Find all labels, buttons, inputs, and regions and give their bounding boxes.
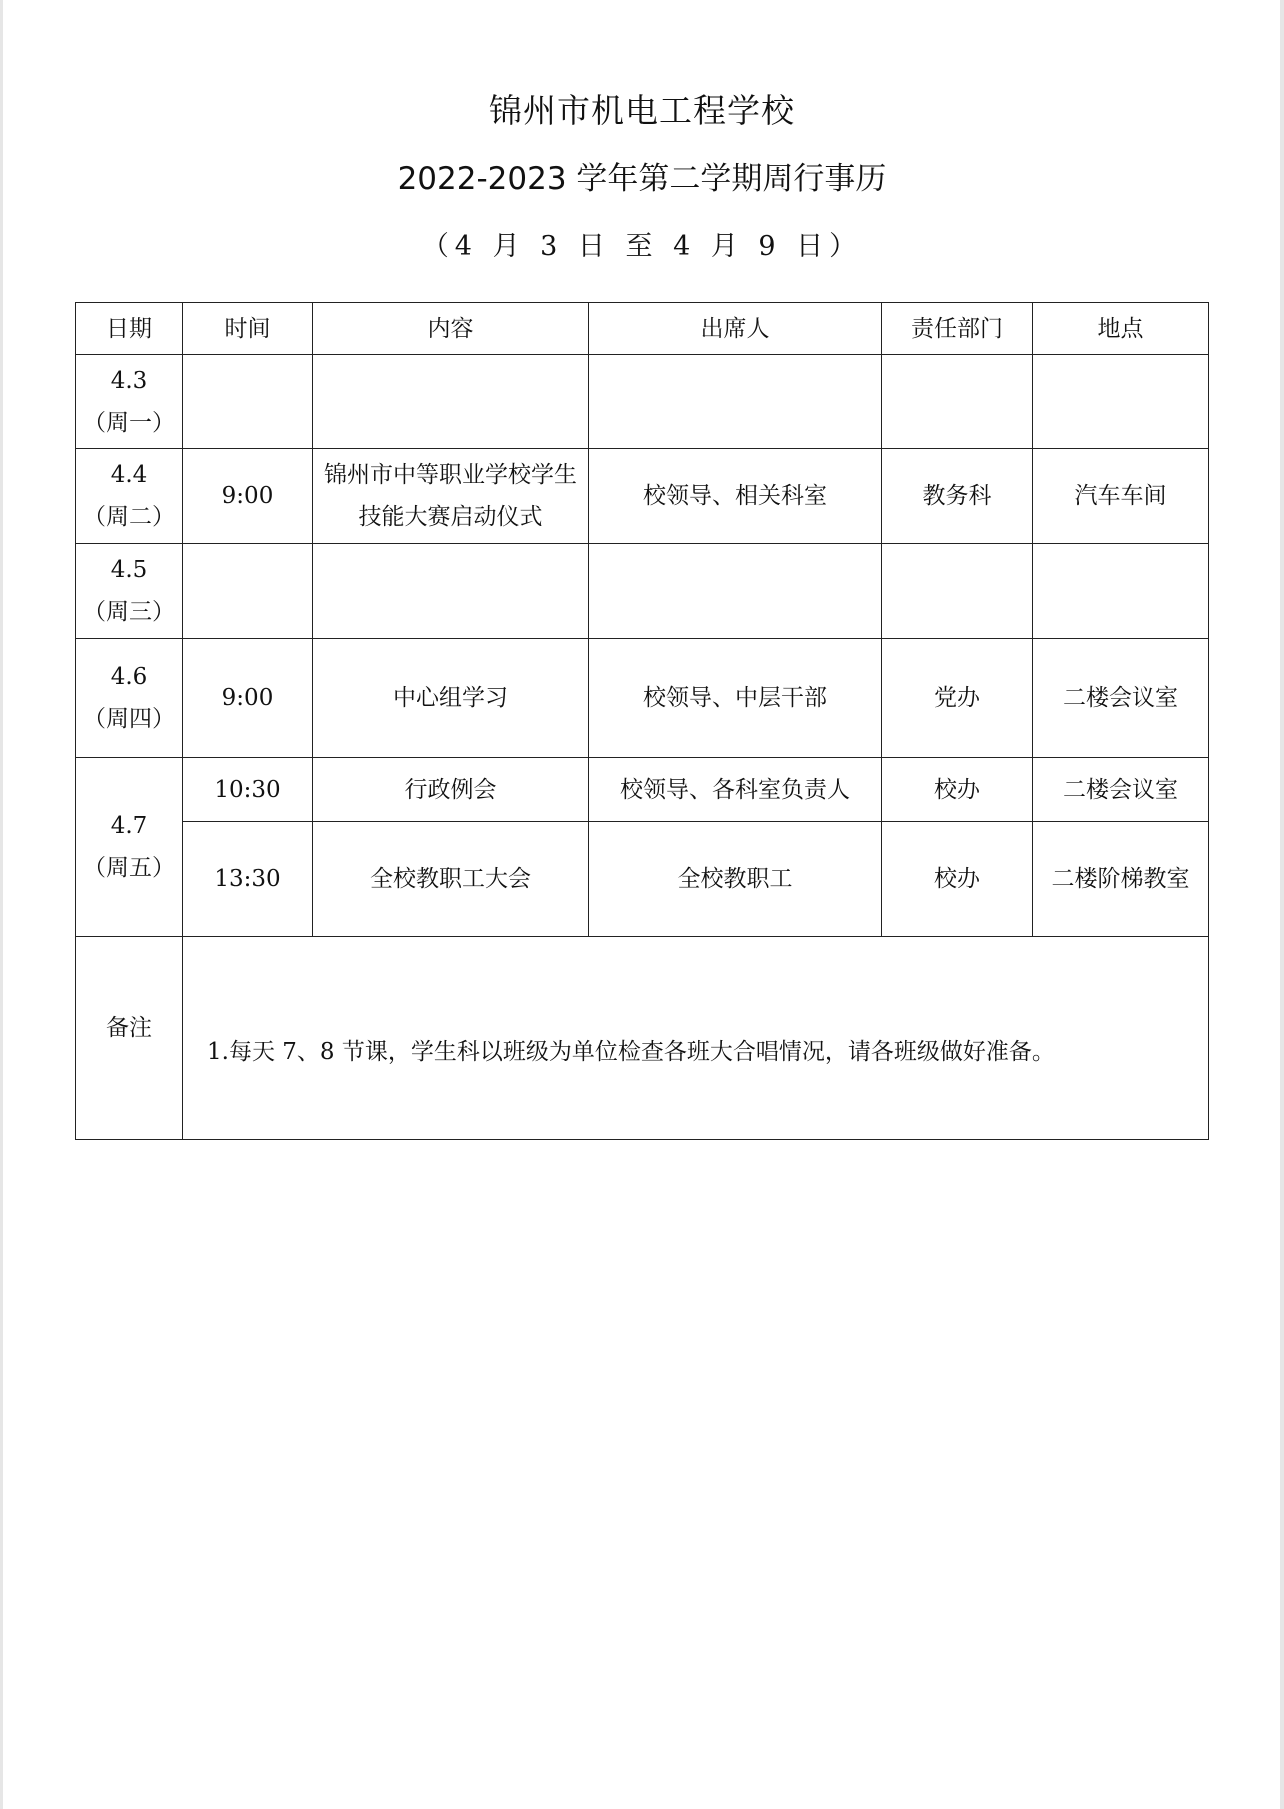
school-title: 锦州市机电工程学校 xyxy=(489,91,795,130)
notes-label-cell xyxy=(76,937,183,1140)
header-time: 时间 xyxy=(183,303,313,355)
time-cell: 10:30 xyxy=(183,758,313,822)
header-department: 责任部门 xyxy=(882,303,1033,355)
attendees-cell: 校领导、中层干部 xyxy=(589,639,882,758)
department-cell: 校办 xyxy=(882,822,1033,937)
notes-row xyxy=(76,937,1209,1140)
table-row xyxy=(76,758,1209,822)
date-cell xyxy=(76,758,183,937)
place-cell: 二楼阶梯教室 xyxy=(1033,822,1209,937)
content-cell: 中心组学习 xyxy=(313,639,589,758)
date-cell xyxy=(76,355,183,449)
department-cell: 教务科 xyxy=(882,449,1033,544)
weekly-calendar-table xyxy=(75,302,1209,1140)
header-attendees: 出席人 xyxy=(589,303,882,355)
time-cell: 9:00 xyxy=(183,449,313,544)
content-cell: 全校教职工大会 xyxy=(313,822,589,937)
place-cell: 二楼会议室 xyxy=(1033,639,1209,758)
page-edge-left xyxy=(0,0,3,1809)
table-header-row xyxy=(76,303,1209,355)
department-cell xyxy=(882,544,1033,639)
attendees-cell xyxy=(589,544,882,639)
department-cell: 校办 xyxy=(882,758,1033,822)
place-cell: 汽车车间 xyxy=(1033,449,1209,544)
table-row xyxy=(76,639,1209,758)
table-row xyxy=(76,822,1209,937)
header-date: 日期 xyxy=(76,303,183,355)
calendar-subtitle: 2022-2023 学年第二学期周行事历 xyxy=(397,161,887,197)
weekday-value: （周一） xyxy=(83,409,175,436)
date-cell xyxy=(76,639,183,758)
page-edge-right xyxy=(1280,0,1284,1809)
weekday-value: （周五） xyxy=(83,855,175,881)
content-cell xyxy=(313,544,589,639)
time-cell xyxy=(183,355,313,449)
date-value: 4.6 xyxy=(110,664,148,690)
time-cell xyxy=(183,544,313,639)
table-row xyxy=(76,355,1209,449)
content-cell: 锦州市中等职业学校学生技能大赛启动仪式 xyxy=(313,449,589,544)
attendees-cell: 校领导、相关科室 xyxy=(589,449,882,544)
department-cell: 党办 xyxy=(882,639,1033,758)
date-cell xyxy=(76,544,183,639)
place-cell: 二楼会议室 xyxy=(1033,758,1209,822)
date-range: （4 月 3 日 至 4 月 9 日） xyxy=(421,231,863,262)
place-cell xyxy=(1033,544,1209,639)
date-value: 4.7 xyxy=(110,813,148,839)
notes-label: 备注 xyxy=(106,1015,152,1041)
attendees-cell: 校领导、各科室负责人 xyxy=(589,758,882,822)
date-value: 4.3 xyxy=(110,367,148,394)
attendees-cell: 全校教职工 xyxy=(589,822,882,937)
date-value: 4.4 xyxy=(110,462,148,488)
content-cell xyxy=(313,355,589,449)
table-row xyxy=(76,449,1209,544)
weekday-value: （周三） xyxy=(83,599,175,625)
department-cell xyxy=(882,355,1033,449)
time-cell: 13:30 xyxy=(183,822,313,937)
weekday-value: （周二） xyxy=(83,504,175,530)
table-row xyxy=(76,544,1209,639)
notes-content-cell xyxy=(183,937,1209,1140)
weekday-value: （周四） xyxy=(83,706,175,732)
notes-text: 1.每天 7、8 节课，学生科以班级为单位检查各班大合唱情况，请各班级做好准备。 xyxy=(207,1039,1055,1065)
attendees-cell xyxy=(589,355,882,449)
date-value: 4.5 xyxy=(110,557,148,583)
date-cell xyxy=(76,449,183,544)
header-place: 地点 xyxy=(1033,303,1209,355)
time-cell: 9:00 xyxy=(183,639,313,758)
place-cell xyxy=(1033,355,1209,449)
content-cell: 行政例会 xyxy=(313,758,589,822)
header-content: 内容 xyxy=(313,303,589,355)
